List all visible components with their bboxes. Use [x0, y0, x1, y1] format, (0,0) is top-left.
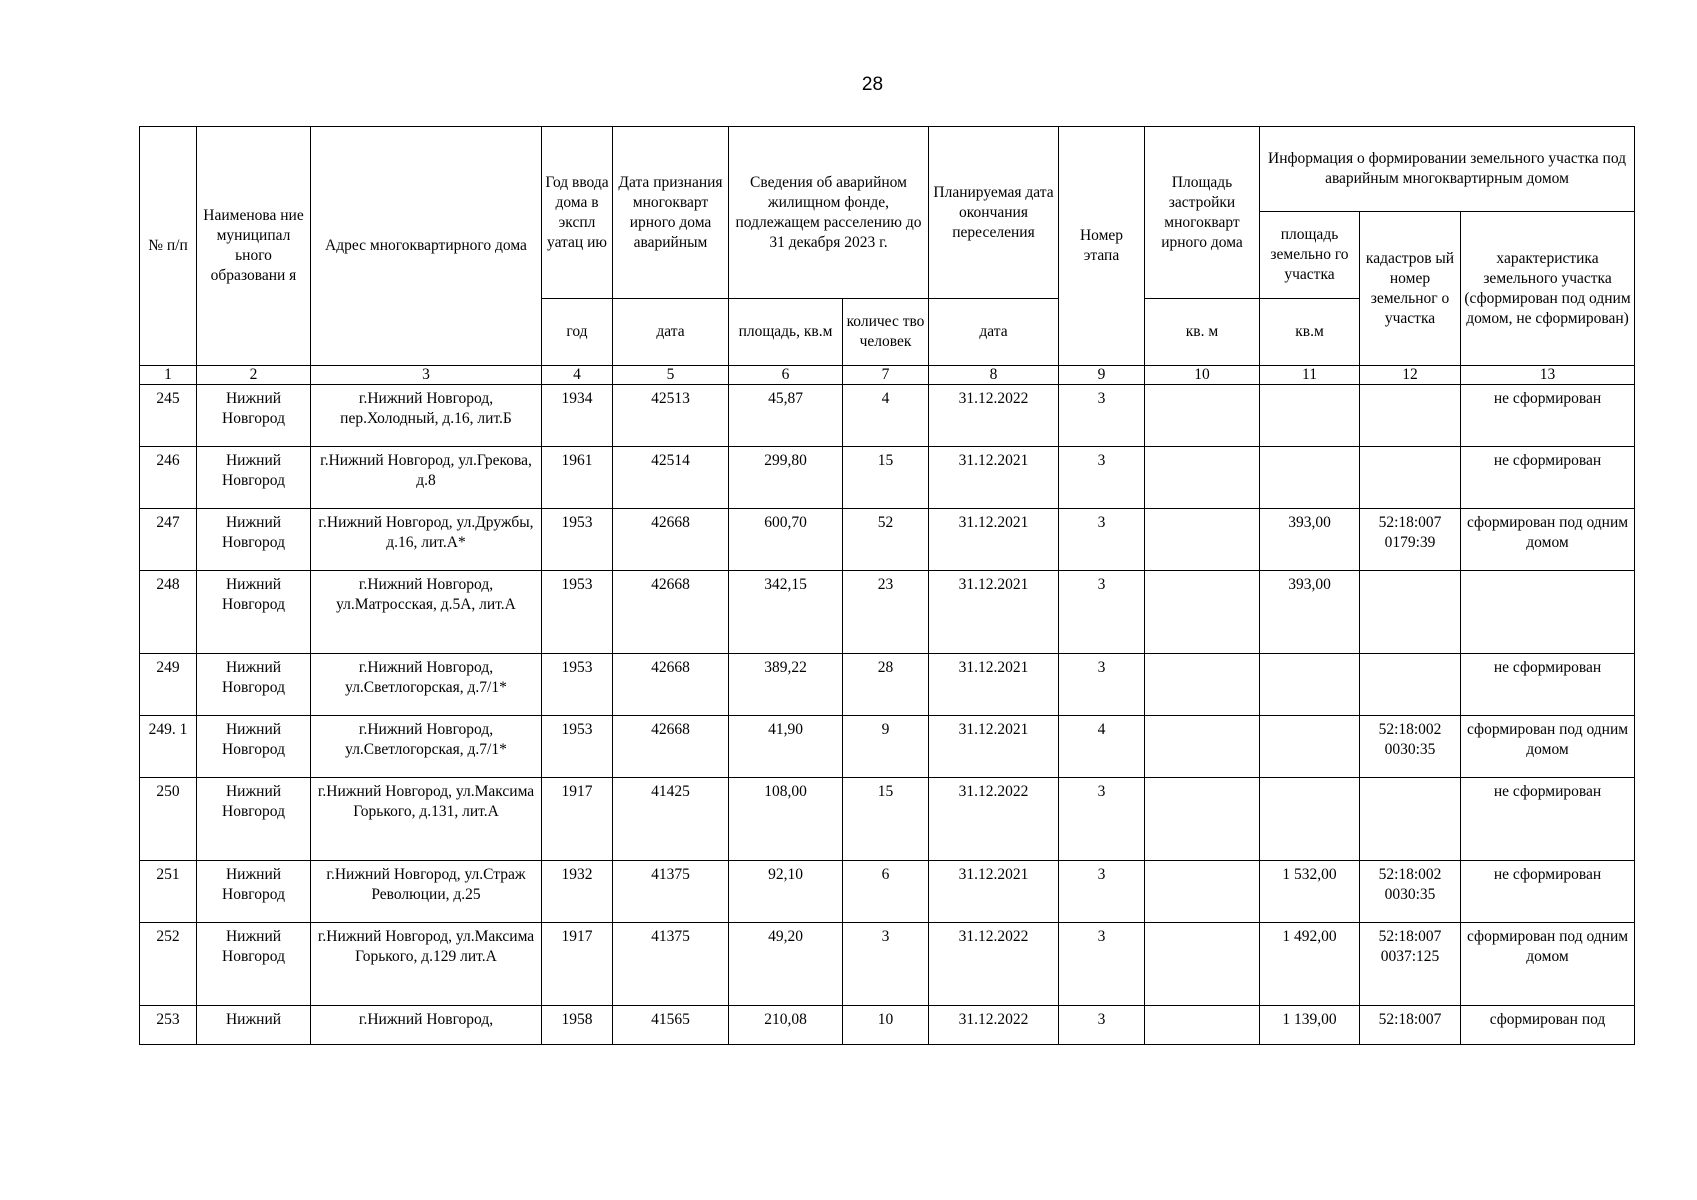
table-row: [140, 571, 1635, 654]
cell-building-area: [1145, 385, 1260, 447]
cell-address: г.Нижний Новгород, ул.Матросская, д.5А, лит.А: [311, 571, 542, 654]
cell-municipality: Нижний: [197, 1006, 311, 1045]
cell-people: 15: [843, 447, 929, 509]
cell-land-characteristic: [1461, 571, 1635, 654]
cell-municipality: Нижний Новгород: [197, 716, 311, 778]
column-number: 11: [1260, 366, 1360, 385]
cell-address: г.Нижний Новгород, ул.Страж Революции, д.25: [311, 861, 542, 923]
table-body: [140, 385, 1635, 1045]
table-row: [140, 447, 1635, 509]
cell-cadastral-number: [1360, 447, 1461, 509]
cell-address: г.Нижний Новгород, пер.Холодный, д.16, лит.Б: [311, 385, 542, 447]
cell-planned-date: 31.12.2021: [929, 509, 1059, 571]
cell-land-area: [1260, 654, 1360, 716]
cell-address: г.Нижний Новгород, ул.Максима Горького, д.129 лит.А: [311, 923, 542, 1006]
cell-cadastral-number: [1360, 571, 1461, 654]
cell-stage: 3: [1059, 509, 1145, 571]
cell-address: г.Нижний Новгород,: [311, 1006, 542, 1045]
cell-stage: 3: [1059, 923, 1145, 1006]
cell-emergency-date: 41425: [613, 778, 729, 861]
table-row: [140, 1006, 1635, 1045]
cell-building-area: [1145, 923, 1260, 1006]
cell-building-area: [1145, 778, 1260, 861]
cell-people: 15: [843, 778, 929, 861]
cell-emergency-date: 42668: [613, 654, 729, 716]
cell-number: 249. 1: [140, 716, 197, 778]
column-number: 3: [311, 366, 542, 385]
cell-land-area: [1260, 716, 1360, 778]
cell-land-area: 393,00: [1260, 509, 1360, 571]
header-address: Адрес многоквартирного дома: [311, 127, 542, 366]
cell-stage: 3: [1059, 654, 1145, 716]
table-row: [140, 923, 1635, 1006]
cell-address: г.Нижний Новгород, ул.Светлогорская, д.7/1*: [311, 716, 542, 778]
header-planned-date: Планируемая дата окончания переселения: [929, 127, 1059, 299]
column-number: 4: [542, 366, 613, 385]
cell-land-area: 1 492,00: [1260, 923, 1360, 1006]
cell-planned-date: 31.12.2021: [929, 571, 1059, 654]
emergency-housing-table: [139, 126, 1635, 1045]
cell-municipality: Нижний Новгород: [197, 447, 311, 509]
table-row: [140, 654, 1635, 716]
cell-planned-date: 31.12.2021: [929, 716, 1059, 778]
column-number: 12: [1360, 366, 1461, 385]
cell-area: 210,08: [729, 1006, 843, 1045]
cell-planned-date: 31.12.2021: [929, 861, 1059, 923]
cell-commission-year: 1934: [542, 385, 613, 447]
cell-people: 9: [843, 716, 929, 778]
cell-commission-year: 1932: [542, 861, 613, 923]
header-emergency-fund: Сведения об аварийном жилищном фонде, подлежащем расселению до 31 декабря 2023 г.: [729, 127, 929, 299]
cell-cadastral-number: [1360, 778, 1461, 861]
cell-stage: 3: [1059, 778, 1145, 861]
cell-land-characteristic: не сформирован: [1461, 778, 1635, 861]
column-number: 5: [613, 366, 729, 385]
cell-people: 4: [843, 385, 929, 447]
table-row: [140, 861, 1635, 923]
cell-number: 251: [140, 861, 197, 923]
cell-address: г.Нижний Новгород, ул.Максима Горького, д.131, лит.А: [311, 778, 542, 861]
column-number: 13: [1461, 366, 1635, 385]
cell-land-characteristic: не сформирован: [1461, 654, 1635, 716]
cell-cadastral-number: 52:18:007 0037:125: [1360, 923, 1461, 1006]
table-row: [140, 716, 1635, 778]
cell-number: 248: [140, 571, 197, 654]
cell-land-area: 1 532,00: [1260, 861, 1360, 923]
page-number: 28: [861, 74, 884, 95]
cell-cadastral-number: 52:18:007 0179:39: [1360, 509, 1461, 571]
cell-people: 10: [843, 1006, 929, 1045]
cell-municipality: Нижний Новгород: [197, 923, 311, 1006]
table-row: [140, 778, 1635, 861]
cell-land-characteristic: не сформирован: [1461, 447, 1635, 509]
unit-year: год: [542, 299, 613, 366]
column-number: 10: [1145, 366, 1260, 385]
cell-land-area: [1260, 447, 1360, 509]
unit-date: дата: [613, 299, 729, 366]
cell-emergency-date: 42514: [613, 447, 729, 509]
cell-address: г.Нижний Новгород, ул.Дружбы, д.16, лит.А*: [311, 509, 542, 571]
header-emergency-date: Дата признания многокварт ирного дома аварийным: [613, 127, 729, 299]
column-number: 8: [929, 366, 1059, 385]
cell-land-characteristic: сформирован под одним домом: [1461, 716, 1635, 778]
cell-building-area: [1145, 716, 1260, 778]
cell-cadastral-number: 52:18:002 0030:35: [1360, 716, 1461, 778]
cell-commission-year: 1953: [542, 716, 613, 778]
header-commission-year: Год ввода дома в экспл уатац ию: [542, 127, 613, 299]
cell-number: 252: [140, 923, 197, 1006]
header-number: № п/п: [140, 127, 197, 366]
cell-emergency-date: 42668: [613, 509, 729, 571]
cell-emergency-date: 41375: [613, 923, 729, 1006]
cell-municipality: Нижний Новгород: [197, 385, 311, 447]
cell-commission-year: 1961: [542, 447, 613, 509]
cell-address: г.Нижний Новгород, ул.Грекова, д.8: [311, 447, 542, 509]
cell-building-area: [1145, 861, 1260, 923]
cell-building-area: [1145, 1006, 1260, 1045]
cell-stage: 3: [1059, 447, 1145, 509]
cell-land-characteristic: сформирован под одним домом: [1461, 923, 1635, 1006]
cell-number: 246: [140, 447, 197, 509]
cell-land-characteristic: не сформирован: [1461, 385, 1635, 447]
cell-number: 250: [140, 778, 197, 861]
unit-people: количес тво человек: [843, 299, 929, 366]
cell-emergency-date: 42668: [613, 716, 729, 778]
cell-planned-date: 31.12.2021: [929, 654, 1059, 716]
cell-stage: 3: [1059, 1006, 1145, 1045]
table-row: [140, 385, 1635, 447]
cell-municipality: Нижний Новгород: [197, 509, 311, 571]
cell-cadastral-number: [1360, 385, 1461, 447]
cell-area: 600,70: [729, 509, 843, 571]
cell-emergency-date: 42668: [613, 571, 729, 654]
cell-area: 41,90: [729, 716, 843, 778]
cell-number: 247: [140, 509, 197, 571]
header-land-info: Информация о формировании земельного участка под аварийным многоквартирным домом: [1260, 127, 1635, 212]
unit-land-area: кв.м: [1260, 299, 1360, 366]
cell-number: 253: [140, 1006, 197, 1045]
column-number: 1: [140, 366, 197, 385]
column-numbers-row: [140, 366, 1635, 385]
column-number: 2: [197, 366, 311, 385]
cell-commission-year: 1917: [542, 923, 613, 1006]
cell-number: 245: [140, 385, 197, 447]
cell-land-area: [1260, 385, 1360, 447]
unit-building-area: кв. м: [1145, 299, 1260, 366]
cell-municipality: Нижний Новгород: [197, 654, 311, 716]
header-cadastral-number: кадастров ый номер земельног о участка: [1360, 212, 1461, 366]
cell-stage: 3: [1059, 385, 1145, 447]
cell-emergency-date: 41375: [613, 861, 729, 923]
cell-address: г.Нижний Новгород, ул.Светлогорская, д.7/1*: [311, 654, 542, 716]
header-land-characteristic: характеристика земельного участка (сформирован под одним домом, не сформирован): [1461, 212, 1635, 366]
cell-area: 49,20: [729, 923, 843, 1006]
cell-area: 92,10: [729, 861, 843, 923]
cell-emergency-date: 42513: [613, 385, 729, 447]
column-number: 6: [729, 366, 843, 385]
cell-planned-date: 31.12.2022: [929, 778, 1059, 861]
header-stage: Номер этапа: [1059, 127, 1145, 366]
cell-stage: 3: [1059, 861, 1145, 923]
cell-municipality: Нижний Новгород: [197, 778, 311, 861]
unit-area: площадь, кв.м: [729, 299, 843, 366]
cell-building-area: [1145, 571, 1260, 654]
cell-land-characteristic: сформирован под: [1461, 1006, 1635, 1045]
cell-emergency-date: 41565: [613, 1006, 729, 1045]
cell-commission-year: 1953: [542, 571, 613, 654]
cell-building-area: [1145, 509, 1260, 571]
cell-land-characteristic: сформирован под одним домом: [1461, 509, 1635, 571]
cell-cadastral-number: [1360, 654, 1461, 716]
column-number: 7: [843, 366, 929, 385]
cell-land-characteristic: не сформирован: [1461, 861, 1635, 923]
cell-area: 299,80: [729, 447, 843, 509]
cell-commission-year: 1953: [542, 509, 613, 571]
cell-area: 108,00: [729, 778, 843, 861]
header-land-area: площадь земельно го участка: [1260, 212, 1360, 299]
cell-area: 342,15: [729, 571, 843, 654]
cell-stage: 3: [1059, 571, 1145, 654]
cell-people: 3: [843, 923, 929, 1006]
unit-plan-date: дата: [929, 299, 1059, 366]
cell-area: 389,22: [729, 654, 843, 716]
cell-people: 23: [843, 571, 929, 654]
cell-planned-date: 31.12.2022: [929, 1006, 1059, 1045]
cell-people: 28: [843, 654, 929, 716]
cell-land-area: 1 139,00: [1260, 1006, 1360, 1045]
cell-planned-date: 31.12.2021: [929, 447, 1059, 509]
column-number: 9: [1059, 366, 1145, 385]
cell-cadastral-number: 52:18:007: [1360, 1006, 1461, 1045]
table-row: [140, 509, 1635, 571]
cell-land-area: [1260, 778, 1360, 861]
cell-area: 45,87: [729, 385, 843, 447]
cell-stage: 4: [1059, 716, 1145, 778]
cell-commission-year: 1958: [542, 1006, 613, 1045]
cell-planned-date: 31.12.2022: [929, 923, 1059, 1006]
cell-building-area: [1145, 447, 1260, 509]
cell-commission-year: 1953: [542, 654, 613, 716]
cell-commission-year: 1917: [542, 778, 613, 861]
cell-people: 6: [843, 861, 929, 923]
cell-municipality: Нижний Новгород: [197, 861, 311, 923]
header-building-area: Площадь застройки многокварт ирного дома: [1145, 127, 1260, 299]
cell-number: 249: [140, 654, 197, 716]
cell-building-area: [1145, 654, 1260, 716]
cell-land-area: 393,00: [1260, 571, 1360, 654]
cell-people: 52: [843, 509, 929, 571]
cell-cadastral-number: 52:18:002 0030:35: [1360, 861, 1461, 923]
cell-planned-date: 31.12.2022: [929, 385, 1059, 447]
cell-municipality: Нижний Новгород: [197, 571, 311, 654]
header-municipality: Наименова ние муниципал ьного образовани я: [197, 127, 311, 366]
